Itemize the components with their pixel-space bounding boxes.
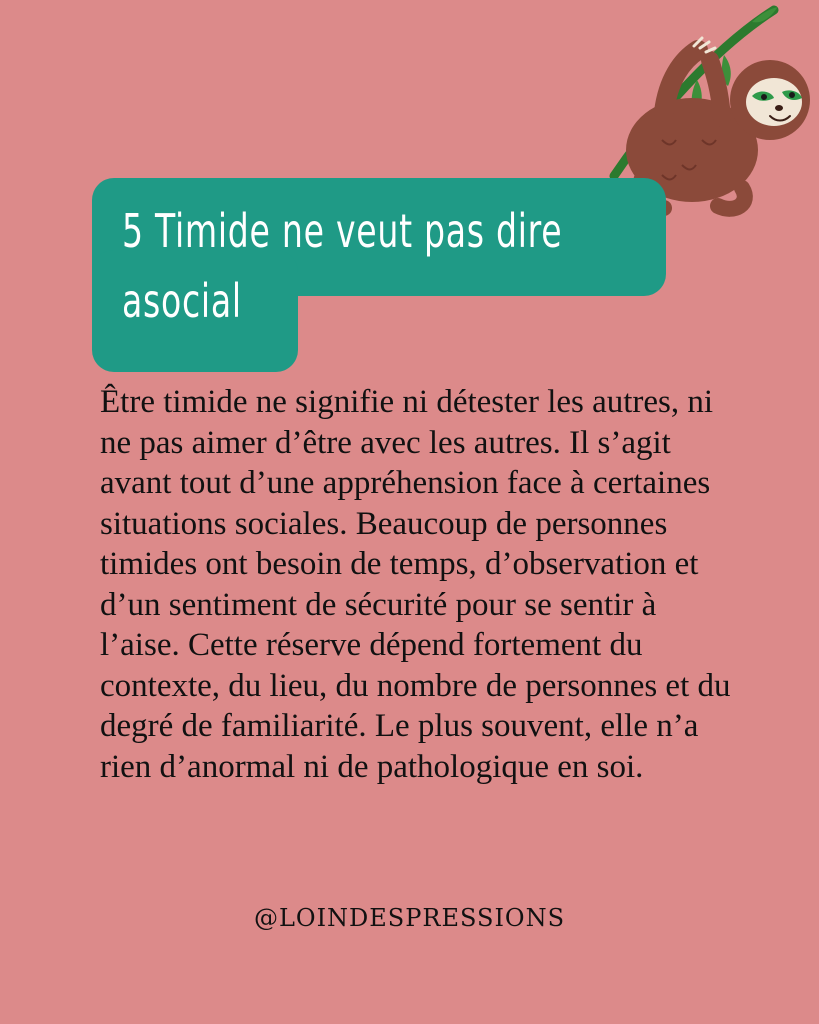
body-paragraph: Être timide ne signifie ni détester les autres, ni ne pas aimer d’être avec les autres. Il s’agit avant tout d’une appréhension face à certaines situations sociales. Beaucoup de personnes timides ont besoin de temps, d’observation et d’un sentiment de sécurité pour se sentir à l’aise. Cette réserve dépend fortement du contexte, du lieu, du nombre de personnes et du degré de familiarité. Le plus souvent, elle n’a rien d’anormal ni de pathologique en soi. [100, 384, 731, 785]
page-title: 5 Timide ne veut pas dire asocial [122, 204, 563, 328]
social-handle: @LOINDESPRESSIONS [253, 904, 566, 932]
